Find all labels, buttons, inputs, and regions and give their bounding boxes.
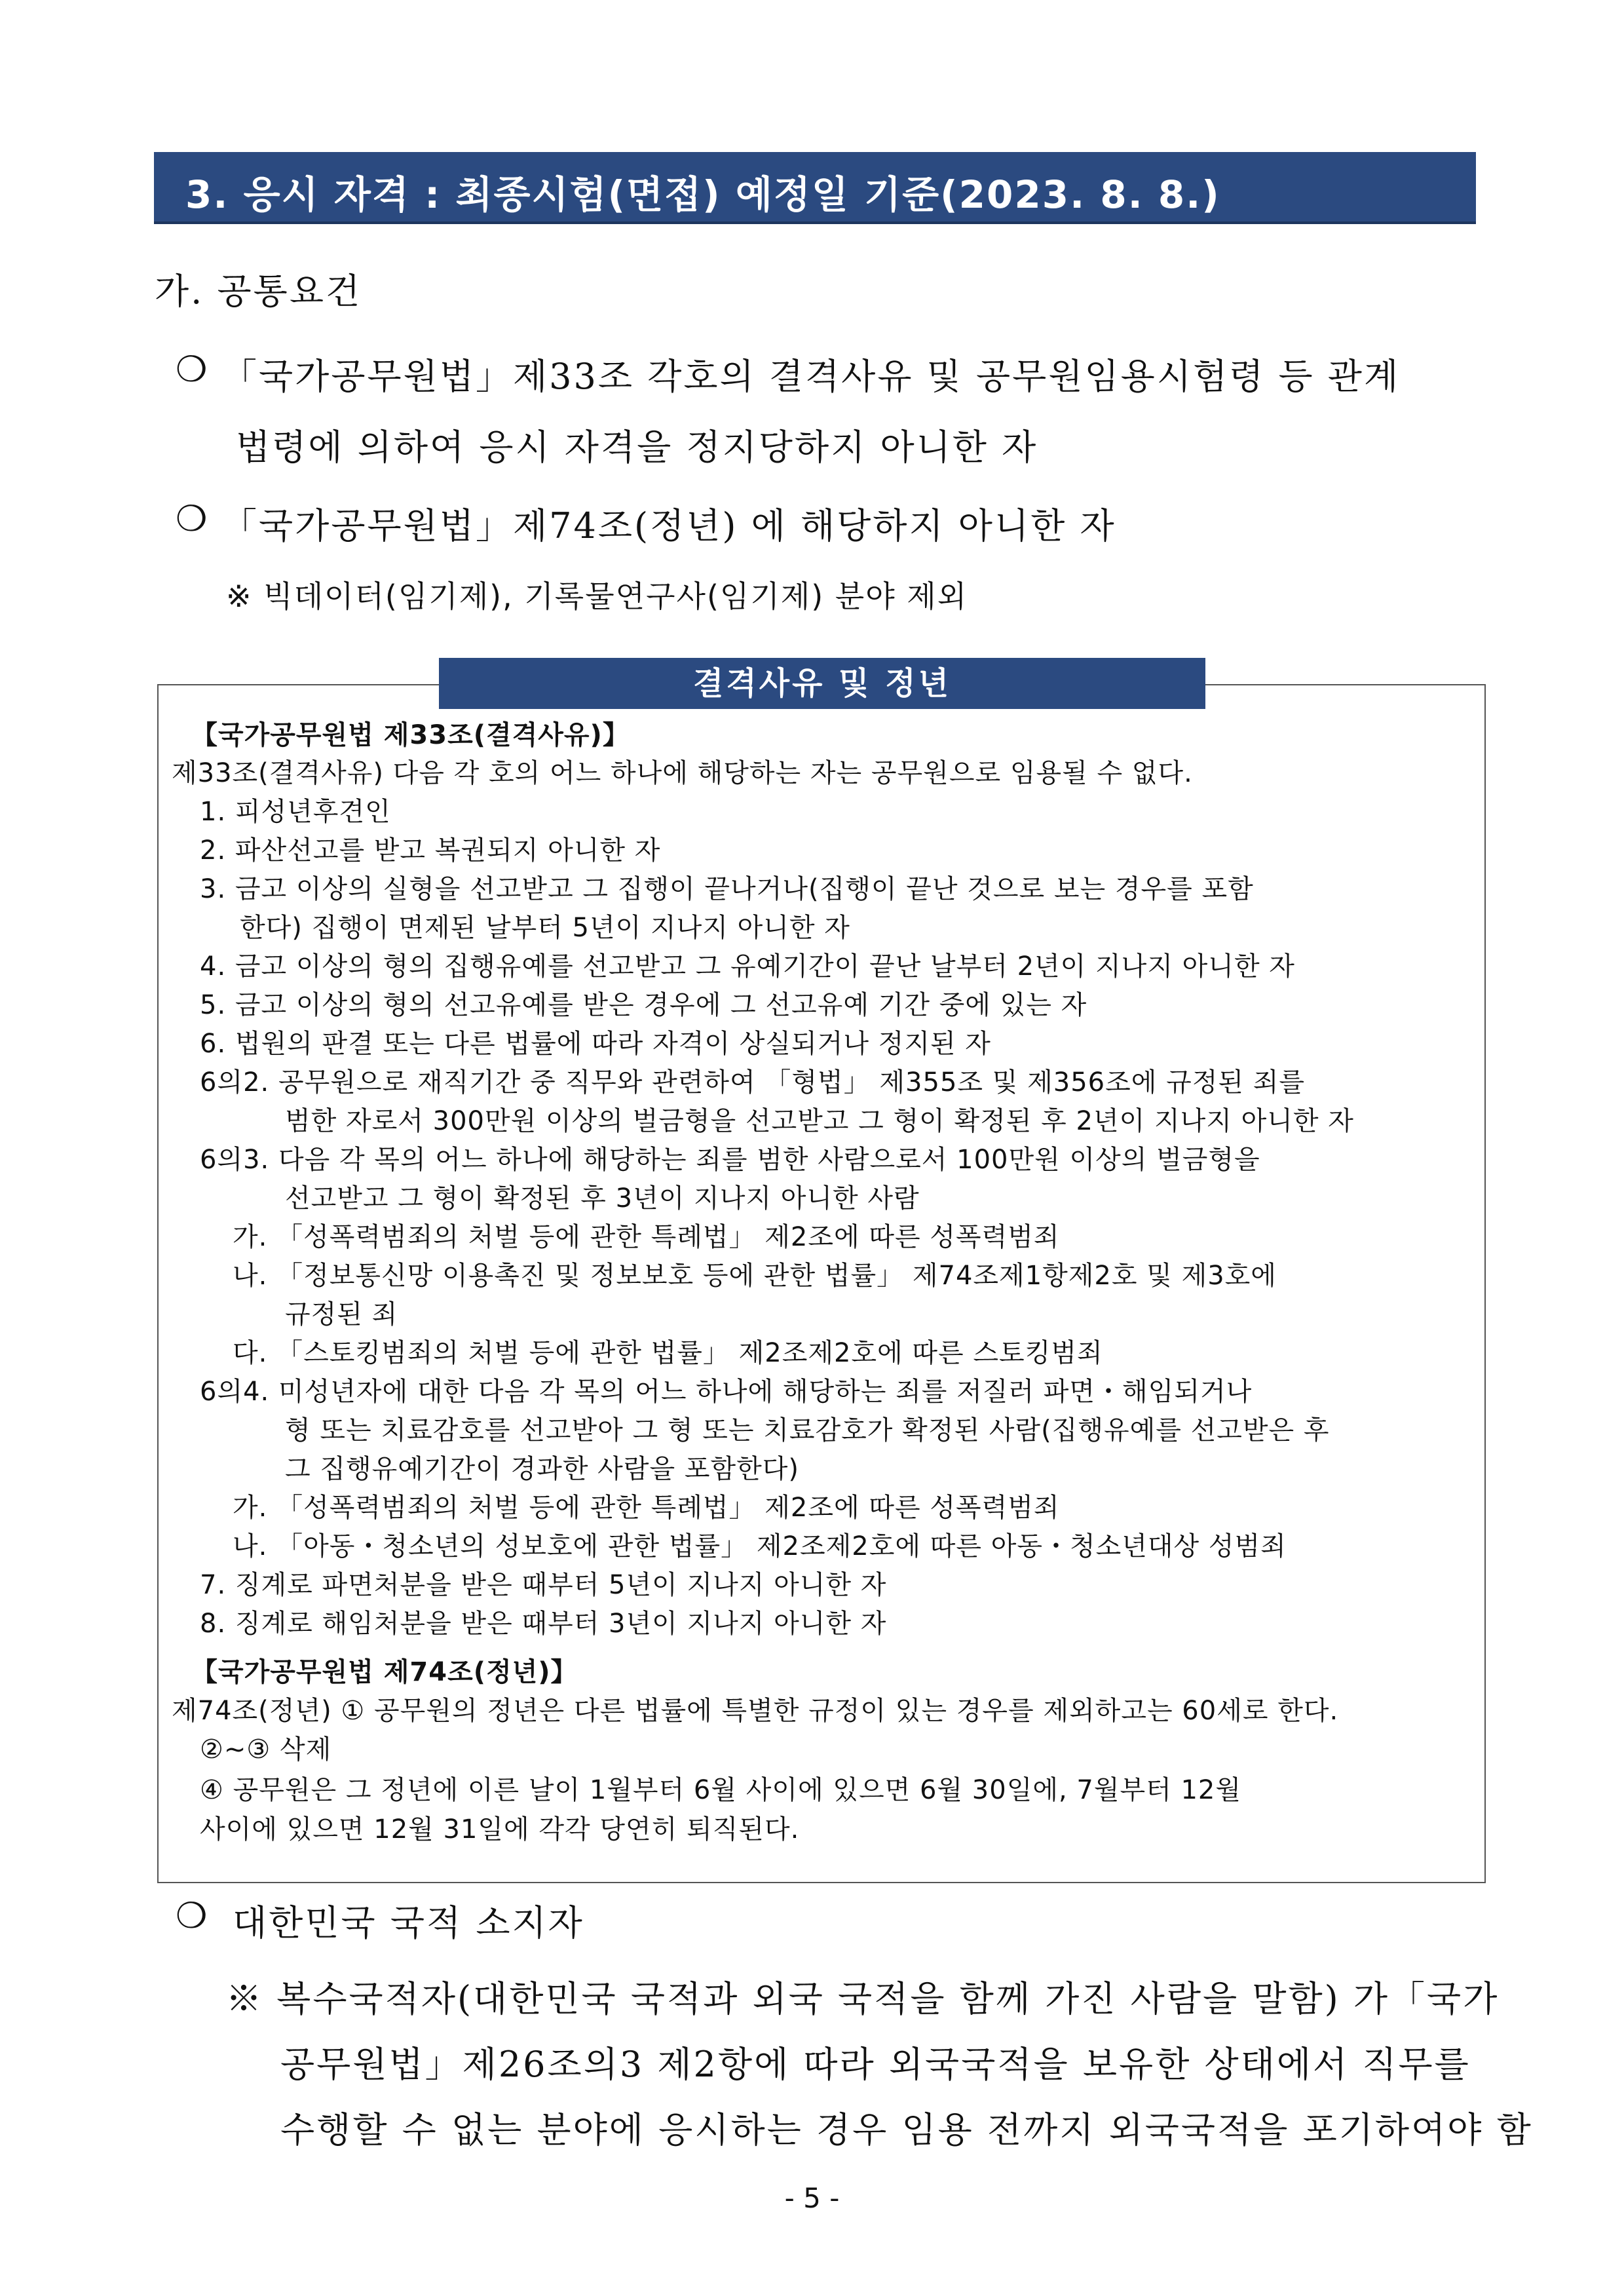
nationality-note-line-3: 수행할 수 없는 분야에 응시하는 경우 임용 전까지 외국국적을 포기하여야 함	[280, 2109, 1533, 2151]
box-line: 6의3. 다음 각 목의 어느 하나에 해당하는 죄를 범한 사람으로서 100만원 이상의 벌금형을	[200, 1145, 1260, 1175]
nationality-note-line-1: ※ 복수국적자(대한민국 국적과 외국 국적을 함께 가진 사람을 말함) 가「국가	[226, 1978, 1500, 2019]
page-number: - 5 -	[784, 2182, 840, 2214]
box-line: 【국가공무원법 제74조(정년)】	[191, 1657, 578, 1687]
box-line: ②~③ 삭제	[200, 1734, 332, 1765]
bullet-mark: ❍	[176, 498, 210, 539]
box-line: 6의2. 공무원으로 재직기간 중 직무와 관련하여 「형법」 제355조 및 제356조에 규정된 죄를	[200, 1067, 1306, 1098]
box-line: 그 집행유예기간이 경과한 사람을 포함한다)	[285, 1454, 799, 1484]
box-line: 선고받고 그 형이 확정된 후 3년이 지나지 아니한 사람	[285, 1183, 920, 1214]
box-line: 2. 파산선고를 받고 복권되지 아니한 자	[200, 835, 661, 866]
box-line: 가. 「성폭력범죄의 처벌 등에 관한 특례법」 제2조에 따른 성폭력범죄	[233, 1493, 1060, 1523]
box-line: 규정된 죄	[285, 1299, 398, 1330]
box-line: 범한 자로서 300만원 이상의 벌금형을 선고받고 그 형이 확정된 후 2년이 지나지 아니한 자	[285, 1106, 1354, 1136]
box-line: 【국가공무원법 제33조(결격사유)】	[191, 720, 630, 750]
bullet-2-line-1: 「국가공무원법」제74조(정년) 에 해당하지 아니한 자	[221, 505, 1116, 546]
box-line: 8. 징계로 해임처분을 받은 때부터 3년이 지나지 아니한 자	[200, 1609, 887, 1639]
box-line: 제74조(정년) ① 공무원의 정년은 다른 법률에 특별한 규정이 있는 경우를 제외하고는 60세로 한다.	[172, 1696, 1339, 1726]
bullet-mark: ❍	[176, 349, 210, 390]
subsection-heading: 가. 공통요건	[155, 271, 362, 312]
nationality-requirement: 대한민국 국적 소지자	[233, 1902, 584, 1943]
box-line: 4. 금고 이상의 형의 집행유예를 선고받고 그 유예기간이 끝난 날부터 2년이 지나지 아니한 자	[200, 951, 1295, 982]
box-line: 7. 징계로 파면처분을 받은 때부터 5년이 지나지 아니한 자	[200, 1570, 887, 1600]
box-line: 1. 피성년후견인	[200, 797, 391, 827]
box-line: 나. 「정보통신망 이용촉진 및 정보보호 등에 관한 법률」 제74조제1항제2호 및 제3호에	[233, 1261, 1277, 1291]
box-line: 가. 「성폭력범죄의 처벌 등에 관한 특례법」 제2조에 따른 성폭력범죄	[233, 1222, 1060, 1252]
section-title: 3. 응시 자격 : 최종시험(면접) 예정일 기준(2023. 8. 8.)	[185, 172, 1220, 217]
box-line: 6. 법원의 판결 또는 다른 법률에 따라 자격이 상실되거나 정지된 자	[200, 1029, 991, 1059]
box-line: 3. 금고 이상의 실형을 선고받고 그 집행이 끝나거나(집행이 끝난 것으로 보는 경우를 포함	[200, 874, 1254, 904]
box-title: 결격사유 및 정년	[439, 658, 1205, 709]
box-line: ④ 공무원은 그 정년에 이른 날이 1월부터 6월 사이에 있으면 6월 30일에, 7월부터 12월	[200, 1775, 1242, 1805]
bullet-1-line-1: 「국가공무원법」제33조 각호의 결격사유 및 공무원임용시험령 등 관계	[221, 356, 1401, 397]
section-title-bar	[154, 152, 1476, 224]
nationality-note-line-2: 공무원법」제26조의3 제2항에 따라 외국국적을 보유한 상태에서 직무를	[280, 2044, 1471, 2085]
box-line: 제33조(결격사유) 다음 각 호의 어느 하나에 해당하는 자는 공무원으로 임용될 수 없다.	[172, 758, 1193, 788]
box-line: 5. 금고 이상의 형의 선고유예를 받은 경우에 그 선고유예 기간 중에 있는 자	[200, 990, 1087, 1020]
box-line: 나. 「아동・청소년의 성보호에 관한 법률」 제2조제2호에 따른 아동・청소년대상 성범죄	[233, 1531, 1287, 1561]
box-line: 사이에 있으면 12월 31일에 각각 당연히 퇴직된다.	[200, 1814, 800, 1845]
box-line: 한다) 집행이 면제된 날부터 5년이 지나지 아니한 자	[240, 913, 850, 943]
bullet-1-line-2: 법령에 의하여 응시 자격을 정지당하지 아니한 자	[236, 427, 1038, 468]
box-line: 6의4. 미성년자에 대한 다음 각 목의 어느 하나에 해당하는 죄를 저질러 파면・해임되거나	[200, 1377, 1253, 1407]
box-line: 형 또는 치료감호를 선고받아 그 형 또는 치료감호가 확정된 사람(집행유예를 선고받은 후	[285, 1415, 1330, 1445]
box-line: 다. 「스토킹범죄의 처벌 등에 관한 법률」 제2조제2호에 따른 스토킹범죄	[233, 1338, 1103, 1368]
exclusion-note: ※ 빅데이터(임기제), 기록물연구사(임기제) 분야 제외	[226, 579, 968, 614]
bullet-mark: ❍	[176, 1895, 210, 1936]
